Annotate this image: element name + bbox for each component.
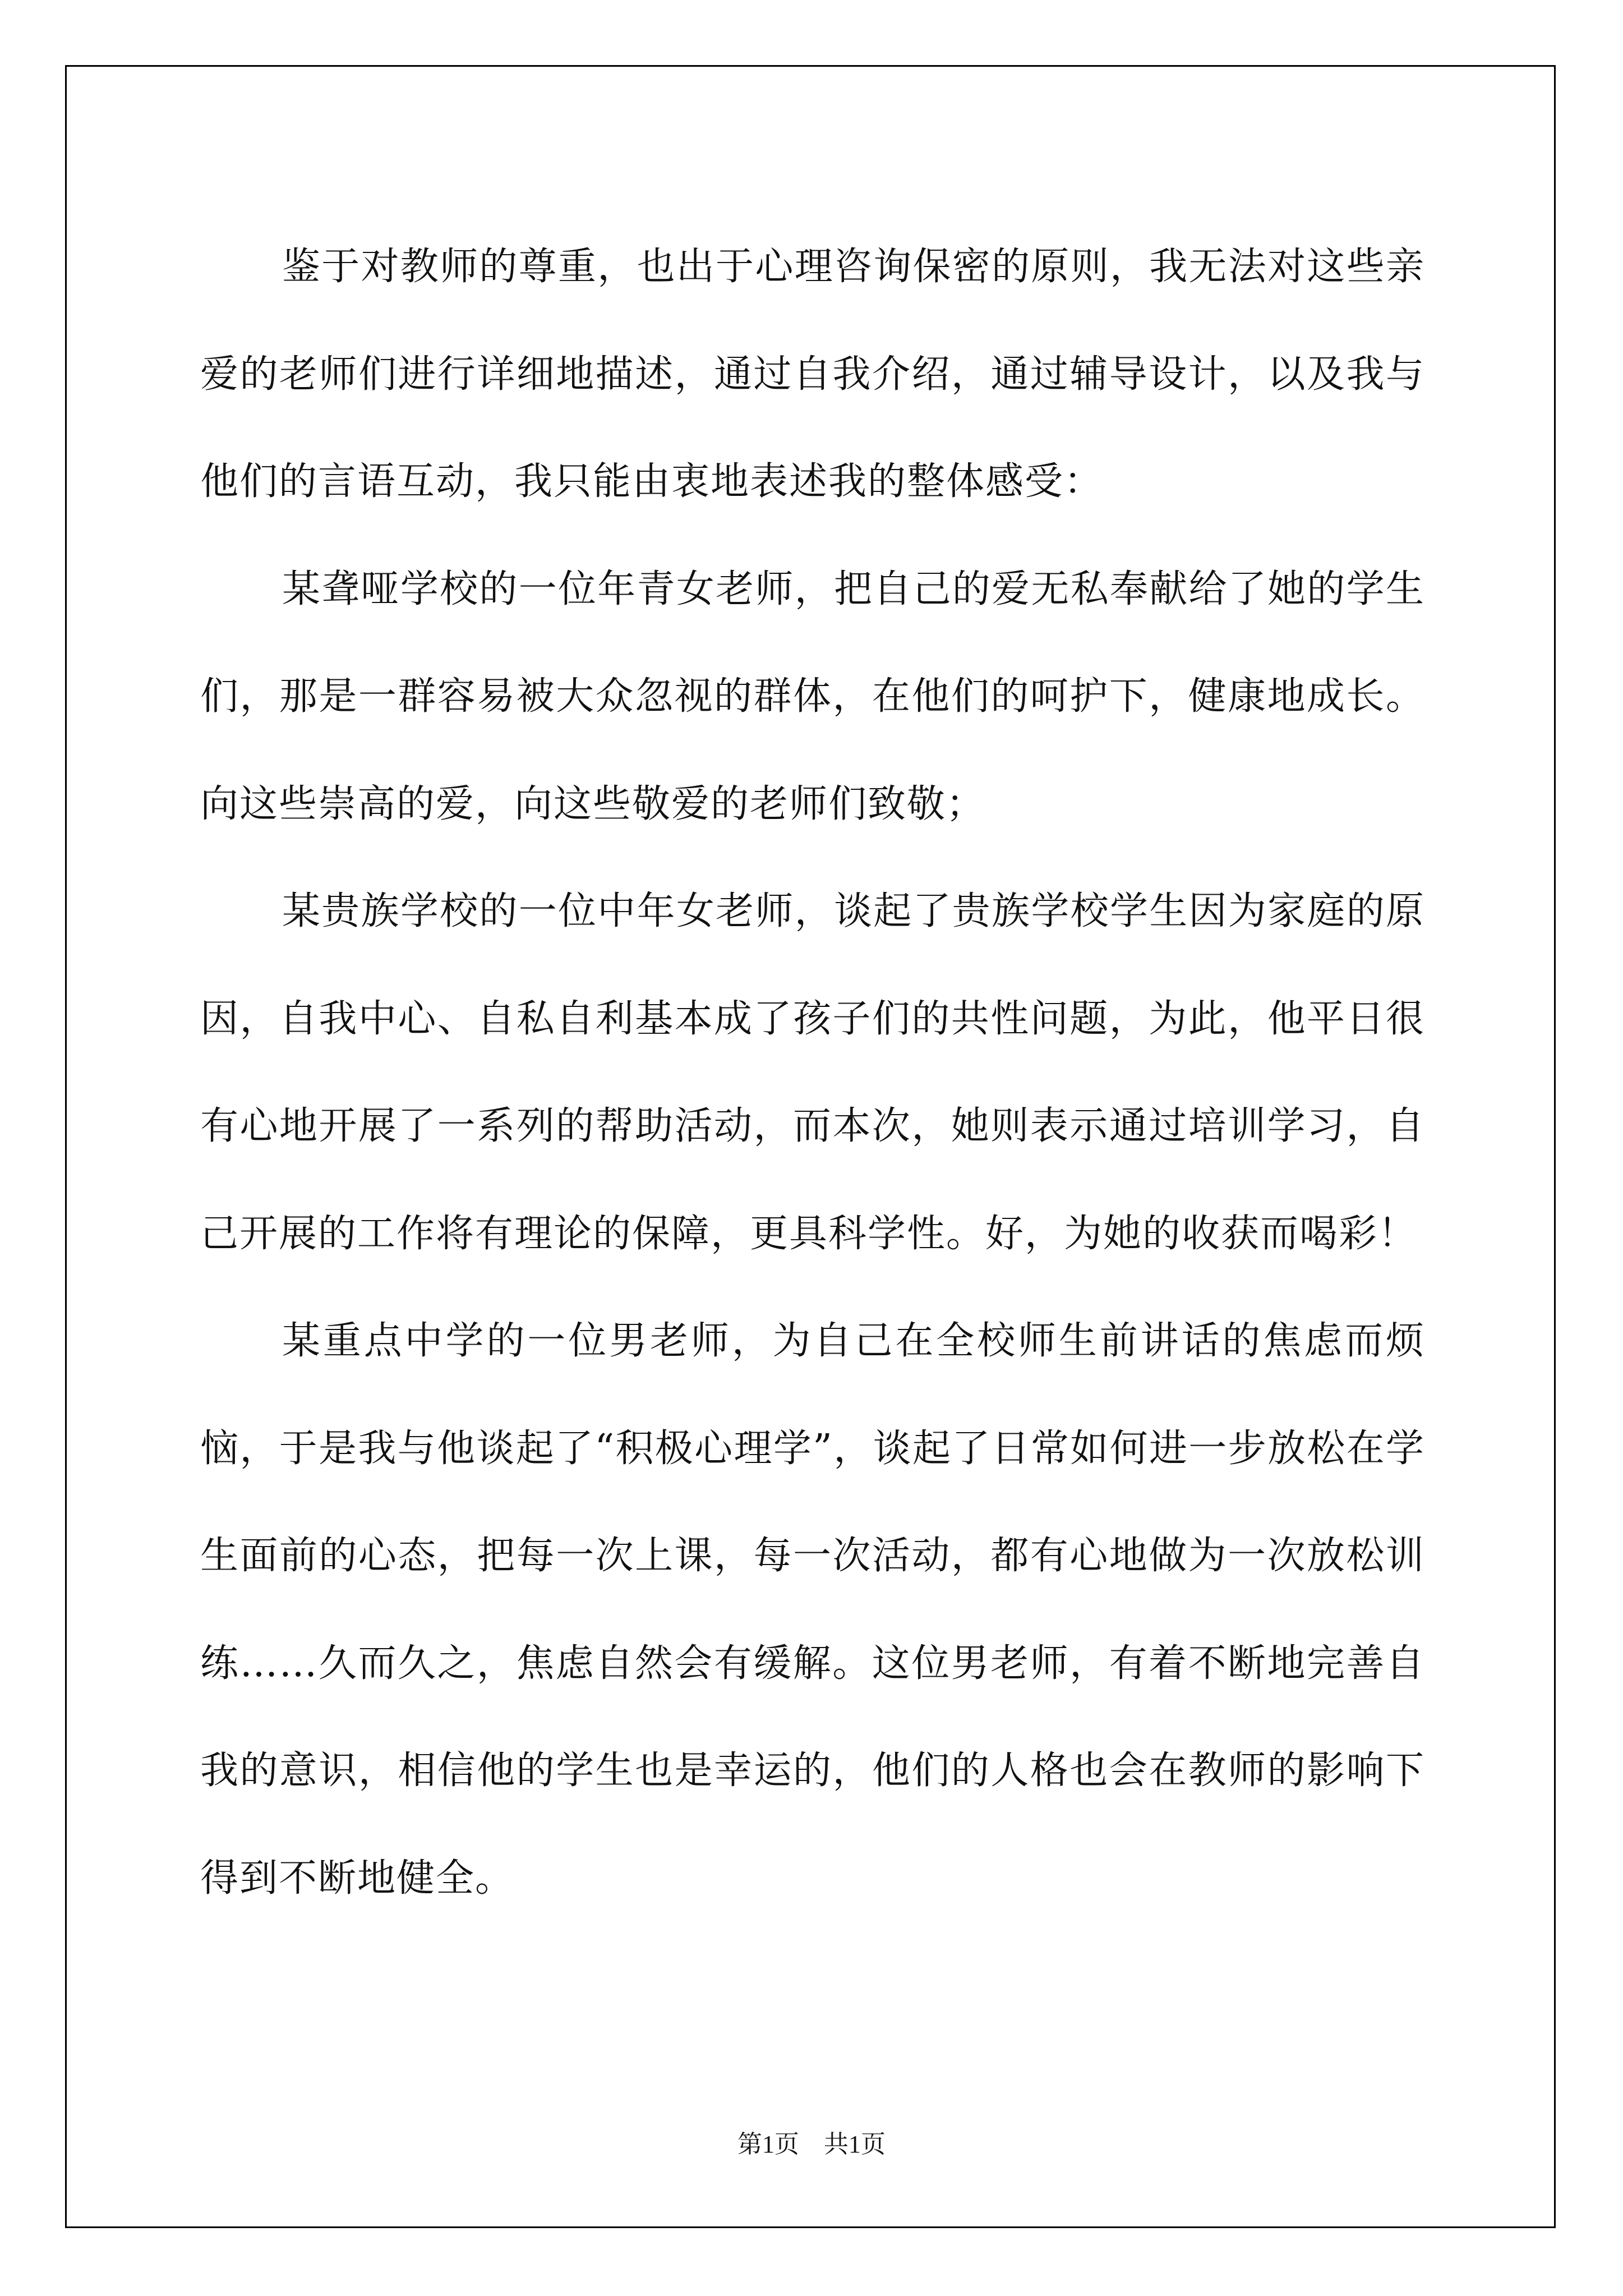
page-footer [0,2124,1623,2160]
document-body [200,213,1425,1932]
paragraph-4: 某重点中学的一位男老师，为自己在全校师生前讲话的焦虑而烦恼，于是我与他谈起了“积极心理学”，谈起了日常如何进一步放松在学生面前的心态，把每一次上课，每一次活动，都有心地做为一次放松训练……久而久之，焦虑自然会有缓解。这位男老师，有着不断地完善自我的意识，相信他的学生也是幸运的，他们的人格也会在教师的影响下得到不断地健全。 [200,1319,1425,1901]
paragraph-3: 某贵族学校的一位中年女老师，谈起了贵族学校学生因为家庭的原因，自我中心、自私自利基本成了孩子们的共性问题，为此，他平日很有心地开展了一系列的帮助活动，而本次，她则表示通过培训学习，自己开展的工作将有理论的保障，更具科学性。好，为她的收获而喝彩！ [200,889,1425,1256]
paragraph-2: 某聋哑学校的一位年青女老师，把自己的爱无私奉献给了她的学生们，那是一群容易被大众忽视的群体，在他们的呵护下，健康地成长。向这些崇高的爱，向这些敬爱的老师们致敬； [200,567,1425,826]
page-number: 第1页 共1页 [737,2131,886,2158]
paragraph-1: 鉴于对教师的尊重，也出于心理咨询保密的原则，我无法对这些亲爱的老师们进行详细地描述，通过自我介绍，通过辅导设计，以及我与他们的言语互动，我只能由衷地表述我的整体感受： [200,245,1425,504]
